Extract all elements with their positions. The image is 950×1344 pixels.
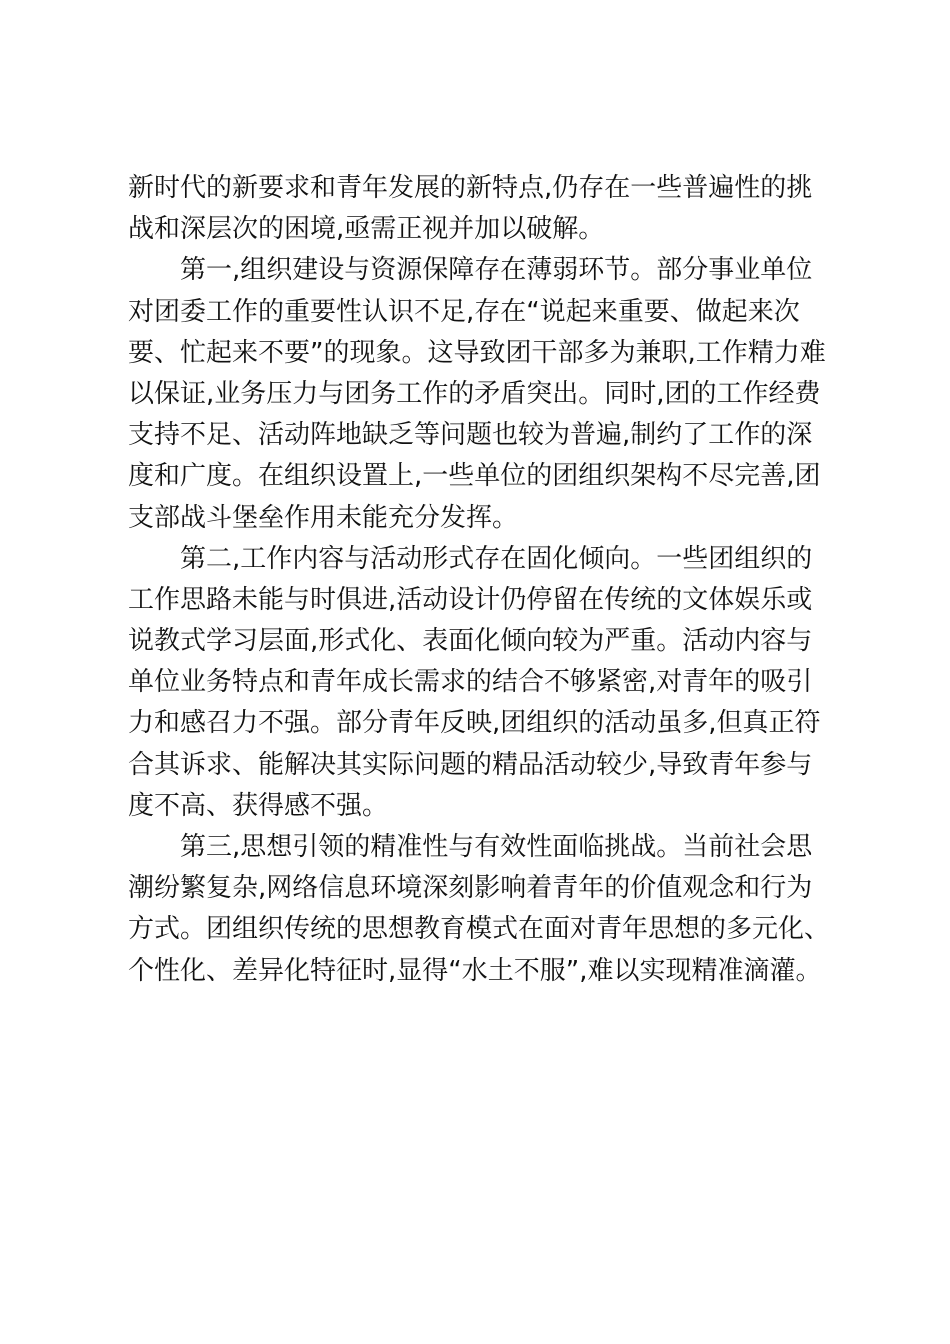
text-line: 战和深层次的困境,亟需正视并加以破解。 bbox=[128, 214, 605, 245]
paragraph-second-point bbox=[128, 539, 828, 827]
text-line: 度不高、获得感不强。 bbox=[128, 790, 389, 821]
text-line: 以保证,业务压力与团务工作的矛盾突出。同时,团的工作经费 bbox=[128, 378, 821, 409]
text-line: 第三,思想引领的精准性与有效性面临挑战。当前社会思 bbox=[180, 832, 813, 862]
paragraph-continuation bbox=[128, 168, 828, 250]
text-line: 说教式学习层面,形式化、表面化倾向较为严重。活动内容与 bbox=[128, 626, 813, 657]
text-line: 第一,组织建设与资源保障存在薄弱环节。部分事业单位 bbox=[180, 255, 813, 286]
text-line: 新时代的新要求和青年发展的新特点,仍存在一些普遍性的挑 bbox=[128, 173, 813, 203]
text-line: 个性化、差异化特征时,显得“水土不服”,难以实现精准滴灌。 bbox=[128, 955, 822, 986]
text-line: 方式。团组织传统的思想教育模式在面对青年思想的多元化、 bbox=[128, 914, 831, 945]
text-line: 支部战斗堡垒作用未能充分发挥。 bbox=[128, 502, 519, 533]
paragraph-first-point bbox=[128, 250, 828, 538]
paragraph-third-point bbox=[128, 827, 831, 992]
text-line: 支持不足、活动阵地缺乏等问题也较为普遍,制约了工作的深 bbox=[128, 420, 813, 451]
text-line: 工作思路未能与时俱进,活动设计仍停留在传统的文体娱乐或 bbox=[128, 584, 813, 615]
document-body bbox=[128, 168, 831, 992]
text-line: 单位业务特点和青年成长需求的结合不够紧密,对青年的吸引 bbox=[128, 667, 813, 698]
text-line: 要、忙起来不要”的现象。这导致团干部多为兼职,工作精力难 bbox=[128, 337, 826, 368]
text-line: 力和感召力不强。部分青年反映,团组织的活动虽多,但真正符 bbox=[128, 708, 821, 739]
text-line: 第二,工作内容与活动形式存在固化倾向。一些团组织的 bbox=[180, 543, 813, 574]
text-line: 潮纷繁复杂,网络信息环境深刻影响着青年的价值观念和行为 bbox=[128, 873, 813, 904]
text-line: 合其诉求、能解决其实际问题的精品活动较少,导致青年参与 bbox=[128, 749, 813, 780]
text-line: 度和广度。在组织设置上,一些单位的团组织架构不尽完善,团 bbox=[128, 461, 821, 492]
text-line: 对团委工作的重要性认识不足,存在“说起来重要、做起来次 bbox=[128, 296, 800, 327]
